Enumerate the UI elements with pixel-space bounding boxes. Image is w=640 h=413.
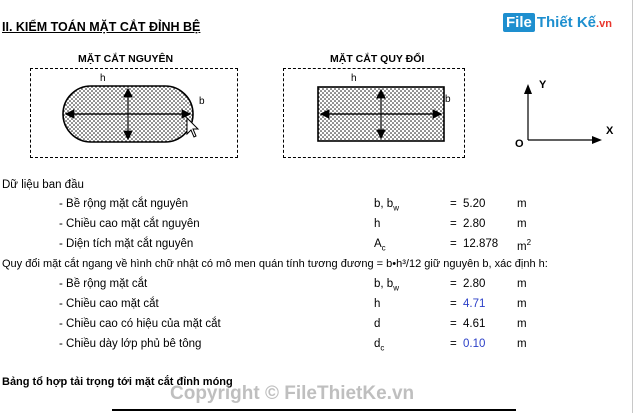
initial-row-unit: $m^2$: [517, 238, 532, 253]
original-h-label: h: [100, 73, 106, 84]
conversion-row-symbol: $d_c$: [374, 338, 385, 353]
axes-drawing: [518, 80, 608, 150]
initial-row-symbol: h: [374, 218, 381, 230]
initial-row-equals: =: [450, 218, 457, 230]
conversion-row-equals: =: [450, 298, 457, 310]
converted-section-caption: MẶT CẮT QUY ĐỔI: [330, 53, 425, 65]
axis-x-label: X: [606, 125, 614, 137]
conversion-row-equals: =: [450, 338, 457, 350]
logo-name: Thiết Kế: [536, 14, 597, 31]
initial-row-unit: m: [517, 198, 527, 210]
conversion-row-symbol: d: [374, 318, 381, 330]
table-top-rule: [112, 409, 516, 411]
axis-y-label: Y: [539, 79, 547, 91]
initial-row-label: - Bề rộng mặt cắt nguyên: [59, 198, 189, 210]
conversion-row-label: - Chiều dày lớp phủ bê tông: [59, 338, 202, 350]
initial-data-heading: Dữ liệu ban đầu: [2, 179, 84, 191]
page-right-border: [632, 0, 633, 413]
initial-row-symbol: $A_c$: [374, 238, 386, 253]
conversion-statement: Quy đổi mặt cắt ngang về hình chữ nhật có mô men quán tính tương đương = b•h³/12 giữ nguyên b, xác định h:: [2, 258, 548, 270]
converted-h-label: h: [351, 73, 357, 84]
conversion-row-symbol: b, $b_w$: [374, 278, 399, 293]
conversion-row-equals: =: [450, 318, 457, 330]
original-section-drawing: [55, 74, 215, 150]
original-b-label: b: [199, 96, 205, 107]
conversion-row-label: - Bề rộng mặt cắt: [59, 278, 148, 290]
conversion-row-unit: m: [517, 318, 527, 330]
initial-row-label: - Chiều cao mặt cắt nguyên: [59, 218, 200, 230]
load-table-heading: Bảng tổ hợp tải trọng tới mặt cắt đỉnh móng: [2, 376, 233, 388]
conversion-row-symbol: h: [374, 298, 381, 310]
conversion-row-unit: m: [517, 338, 527, 350]
conversion-row-unit: m: [517, 278, 527, 290]
initial-row-unit: m: [517, 218, 527, 230]
x-axis-arrowhead: [592, 136, 602, 144]
conversion-row-label: - Chiều cao có hiệu của mặt cắt: [59, 318, 221, 330]
axis-origin-label: O: [515, 138, 524, 150]
conversion-row-value: 2.80: [463, 278, 486, 290]
original-section-caption: MẶT CẮT NGUYÊN: [78, 53, 174, 65]
y-axis-arrowhead: [524, 84, 532, 94]
converted-b-label: b: [445, 94, 451, 105]
conversion-row-value: 0.10: [463, 338, 486, 350]
initial-row-value: 2.80: [463, 218, 486, 230]
initial-row-value: 12.878: [463, 238, 499, 250]
logo-tld: .vn: [596, 18, 612, 30]
initial-row-value: 5.20: [463, 198, 486, 210]
conversion-row-value: 4.71: [463, 298, 486, 310]
conversion-row-value: 4.61: [463, 318, 486, 330]
section-title: II. KIỂM TOÁN MẶT CẮT ĐỈNH BỆ: [2, 20, 201, 34]
conversion-row-label: - Chiều cao mặt cắt: [59, 298, 159, 310]
logo-mark: File: [503, 13, 535, 32]
site-logo[interactable]: [503, 14, 612, 31]
converted-section-drawing: [312, 82, 452, 148]
conversion-row-equals: =: [450, 278, 457, 290]
initial-row-equals: =: [450, 198, 457, 210]
initial-row-equals: =: [450, 238, 457, 250]
copyright-watermark: Copyright © FileThietKe.vn: [170, 383, 415, 404]
initial-row-symbol: b, $b_w$: [374, 198, 399, 213]
conversion-row-unit: m: [517, 298, 527, 310]
initial-row-label: - Diện tích mặt cắt nguyên: [59, 238, 194, 250]
